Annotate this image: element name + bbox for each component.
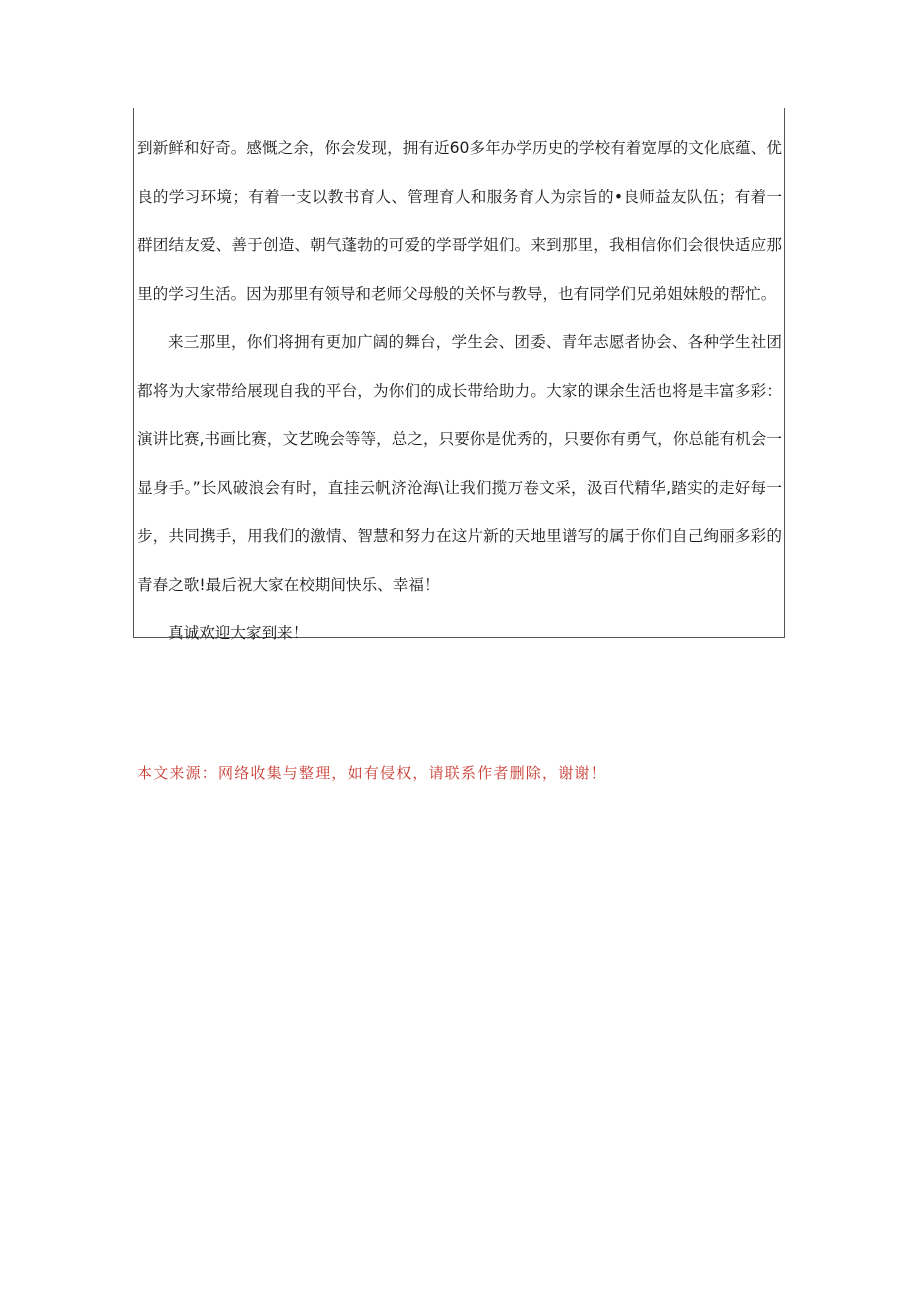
source-note: 本文来源：网络收集与整理，如有侵权，请联系作者删除，谢谢！ xyxy=(137,764,607,782)
paragraph-school-intro: 到新鲜和好奇。感慨之余，你会发现，拥有近60多年办学历史的学校有着宽厚的文化底蕴、优良的学习环境；有着一支以教书育人、管理育人和服务育人为宗旨的•良师益友队伍；有着一群团结友爱、善于创造、朝气蓬勃的可爱的学哥学姐们。来到那里，我相信你们会很快适应那里的学习生活。因为那里有领导和老师父母般的关怀与教导，也有同学们兄弟姐妹般的帮忙。 xyxy=(137,139,782,303)
paragraph-welcome: 真诚欢迎大家到来！ xyxy=(168,624,309,642)
text-frame xyxy=(133,108,785,642)
paragraph-opportunities: 来三那里，你们将拥有更加广阔的舞台，学生会、团委、青年志愿者协会、各种学生社团都将为大家带给展现自我的平台，为你们的成长带给助力。大家的课余生活也将是丰富多彩：演讲比赛,书画比赛，文艺晚会等等，总之，只要你是优秀的，只要你有勇气，你总能有机会一显身手。”长风破浪会有时，直挂云帆济沧海\让我们揽万卷文采，汲百代精华,踏实的走好每一步，共同携手，用我们的激情、智慧和努力在这片新的天地里谱写的属于你们自己绚丽多彩的青春之歌!最后祝大家在校期间快乐、幸福！ xyxy=(137,333,782,594)
